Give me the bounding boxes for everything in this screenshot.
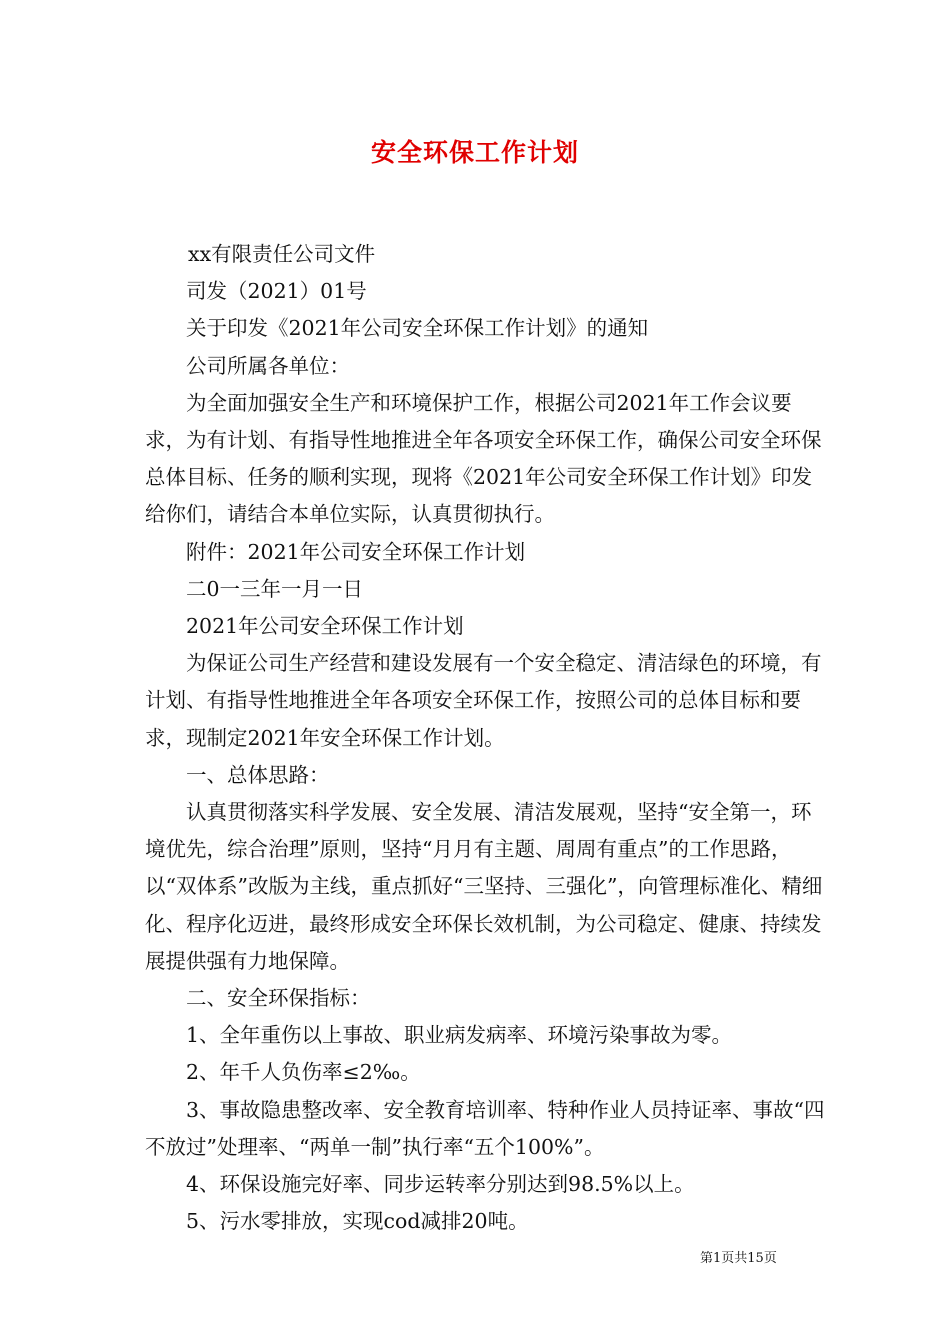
document-body [145,236,825,1240]
paragraph-document-number: 司发（2021）01号 [186,279,367,304]
paragraph-notice-body: 为全面加强安全生产和环境保护工作，根据公司2021年工作会议要求，为有计划、有指导性地推进全年各项安全环保工作，确保公司安全环保总体目标、任务的顺利实现，现将《2021年公司安全环保工作计划》印发给你们，请结合本单位实际，认真贯彻执行。 [145,390,822,527]
heading-overall-approach: 一、总体思路： [186,762,330,787]
paragraph-company-header: xx有限责任公司文件 [188,242,376,266]
paragraph-recipients: 公司所属各单位： [186,353,350,378]
paragraph-notice-title: 关于印发《2021年公司安全环保工作计划》的通知 [186,316,649,341]
heading-safety-indicators: 二、安全环保指标： [186,986,371,1011]
paragraph-date: 二0一三年一月一日 [186,576,364,601]
paragraph-overall-approach: 认真贯彻落实科学发展、安全发展、清洁发展观，坚持“安全第一，环境优先，综合治理”原则，坚持“月月有主题、周周有重点”的工作思路，以“双体系”改版为主线，重点抓好“三坚持、三强化”，向管理标准化、精细化、程序化迈进，最终形成安全环保长效机制，为公司稳定、健康、持续发展提供强有力地保障。 [145,800,823,973]
paragraph-attachment: 附件：2021年公司安全环保工作计划 [186,539,526,564]
paragraph-plan-intro: 为保证公司生产经营和建设发展有一个安全稳定、清洁绿色的环境，有计划、有指导性地推进全年各项安全环保工作，按照公司的总体目标和要求，现制定2021年安全环保工作计划。 [145,651,822,750]
document-title: 安全环保工作计划 [370,138,579,167]
indicator-item-2: 2、年千人负伤率≤2‰。 [186,1060,421,1085]
indicator-item-1: 1、全年重伤以上事故、职业病发病率、环境污染事故为零。 [186,1023,733,1048]
page-number-footer: 第1页共15页 [700,1251,777,1266]
indicator-item-4: 4、环保设施完好率、同步运转率分别达到98.5%以上。 [186,1172,695,1197]
indicator-item-5: 5、污水零排放，实现cod减排20吨。 [186,1209,529,1234]
paragraph-plan-title: 2021年公司安全环保工作计划 [186,614,464,639]
indicator-item-3: 3、事故隐患整改率、安全教育培训率、特种作业人员持证率、事故“四不放过”处理率、“两单一制”执行率“五个100%”。 [145,1097,825,1159]
